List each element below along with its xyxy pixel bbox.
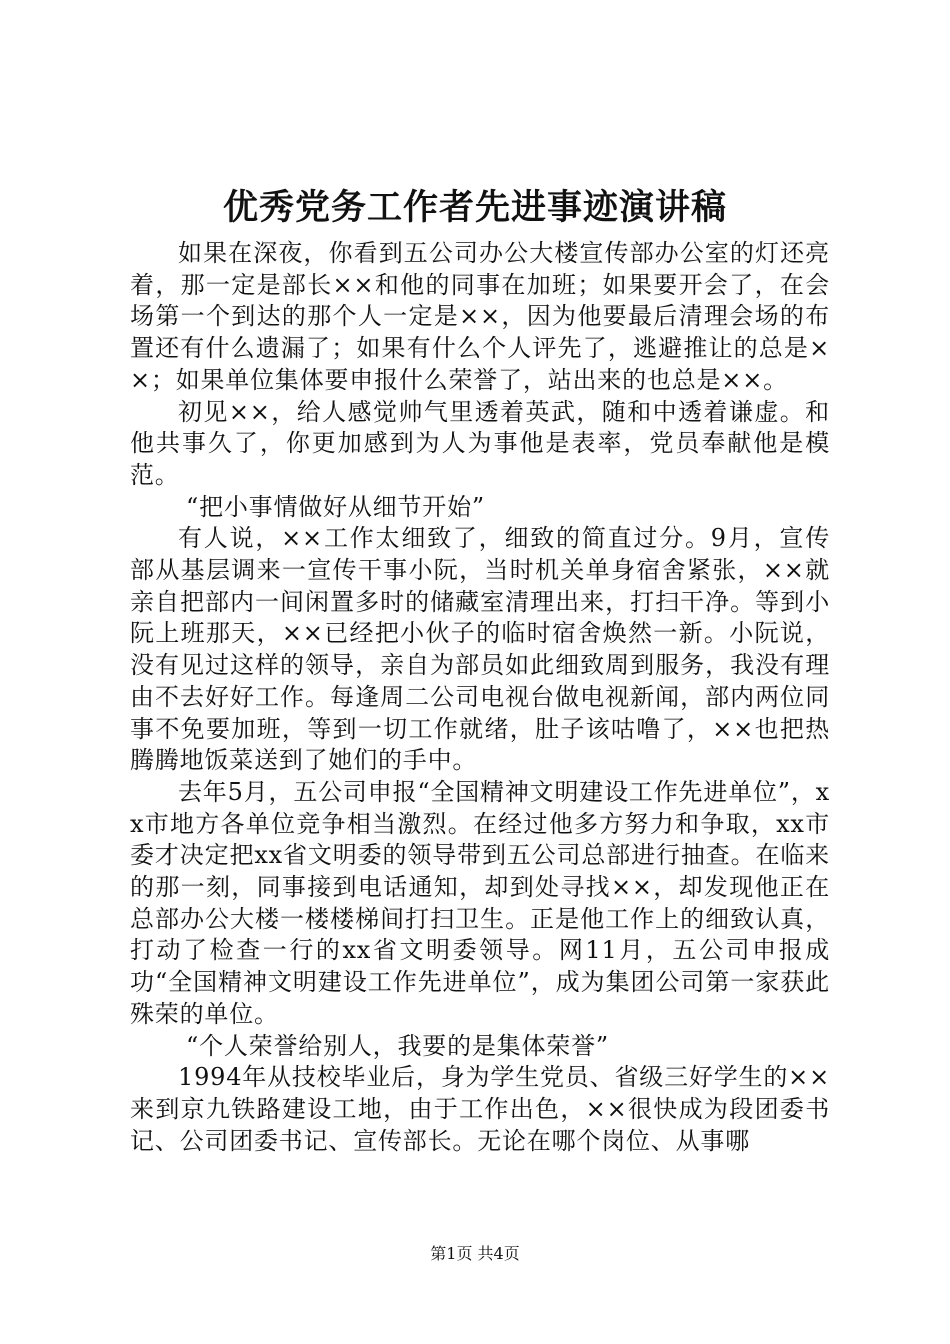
section-heading-1: “把小事情做好从细节开始” xyxy=(186,492,485,521)
paragraph-4: 去年5月，五公司申报“全国精神文明建设工作先进单位”，xx市地方各单位竞争相当激烈。在经过他多方努力和争取，xx市委才决定把xx省文明委的领导带到五公司总部进行抽查。在临来的那一刻，同事接到电话通知，却到处寻找××，却发现他正在总部办公大楼一楼楼梯间打扫卫生。正是他工作上的细致认真，打动了检查一行的xx省文明委领导。网11月，五公司申报成功“全国精神文明建设工作先进单位”，成为集团公司第一家获此殊荣的单位。 xyxy=(130,777,830,1028)
document-body xyxy=(130,238,830,1157)
page-footer: 第1页 共4页 xyxy=(430,1244,520,1263)
paragraph-3: 有人说，××工作太细致了，细致的简直过分。9月，宣传部从基层调来一宣传干事小阮，当时机关单身宿舍紧张，××就亲自把部内一间闲置多时的储藏室清理出来，打扫干净。等到小阮上班那天，××已经把小伙子的临时宿舍焕然一新。小阮说，没有见过这样的领导，亲自为部员如此细致周到服务，我没有理由不去好好工作。每逢周二公司电视台做电视新闻，部内两位同事不免要加班，等到一切工作就绪，肚子该咕噜了，××也把热腾腾地饭菜送到了她们的手中。 xyxy=(130,524,830,775)
section-heading-2: “个人荣誉给别人，我要的是集体荣誉” xyxy=(186,1031,609,1060)
document-title: 优秀党务工作者先进事迹演讲稿 xyxy=(222,187,727,228)
paragraph-1: 如果在深夜，你看到五公司办公大楼宣传部办公室的灯还亮着，那一定是部长××和他的同事在加班；如果要开会了，在会场第一个到达的那个人一定是××，因为他要最后清理会场的布置还有什么遗漏了；如果有什么个人评先了，逃避推让的总是××；如果单位集体要申报什么荣誉了，站出来的也总是××。 xyxy=(130,239,830,394)
paragraph-2: 初见××，给人感觉帅气里透着英武，随和中透着谦虚。和他共事久了，你更加感到为人为事他是表率，党员奉献他是模范。 xyxy=(130,397,830,489)
paragraph-5: 1994年从技校毕业后，身为学生党员、省级三好学生的××来到京九铁路建设工地，由于工作出色，××很快成为段团委书记、公司团委书记、宣传部长。无论在哪个岗位、从事哪 xyxy=(130,1063,830,1155)
